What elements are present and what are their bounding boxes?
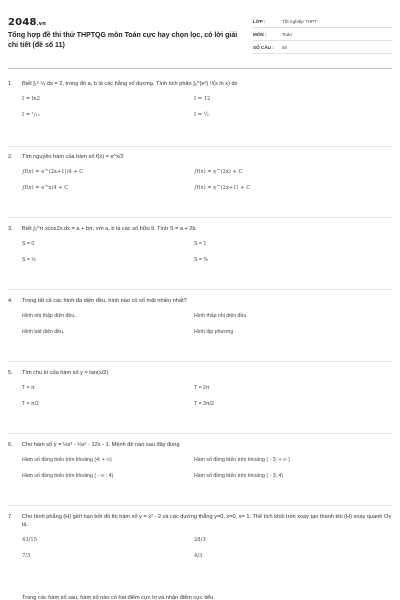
answer-option-d[interactable]: Hàm số đồng biến trên khoảng ( - 3; 4)	[194, 473, 284, 479]
logo-suffix: .vn	[36, 21, 46, 27]
meta-row-subject	[253, 28, 393, 41]
question-text: Biết ∫₁ᵉ ¹/ₓ dx = 2, trong đó a, b là các hằng số dương. Tính tích phân ∫ₑ^{e²} ¹/(x ln x) dx	[22, 81, 238, 87]
answer-option-a[interactable]: S = 0	[22, 241, 35, 247]
answer-option-a[interactable]: I = ln2	[22, 96, 40, 102]
answer-option-c[interactable]: ∫f(x) = e^x/4 + C	[22, 185, 69, 191]
answer-option-b[interactable]: S = 1	[194, 241, 207, 247]
answer-option-a[interactable]: Hàm số đồng biến trên khoảng (4; + ∞)	[22, 457, 112, 463]
question-divider	[8, 361, 392, 362]
question-text: Tìm nguyên hàm của hàm số f(x) = e^x/2	[22, 154, 124, 160]
document-title: Tổng hợp đề thi thử THPTQG môn Toán cực hay chọn lọc, có lời giải chi tiết (đề số 11)	[8, 32, 238, 49]
question-8-partial	[8, 594, 392, 600]
question-text: Trong tất cả các hình đa diện đều, hình nào có số mặt nhiều nhất?	[22, 298, 187, 304]
answer-option-a[interactable]: ∫f(x) = e^(2x+1)/4 + C	[22, 169, 84, 175]
answer-option-c[interactable]: S = ½	[22, 257, 36, 263]
meta-value: 50	[282, 44, 288, 50]
answer-option-b[interactable]: Hàm số đồng biến trên khoảng ( - 3; + ∞ )	[194, 457, 290, 463]
question-number: 5.	[8, 370, 13, 376]
question-5	[8, 369, 392, 408]
answer-option-c[interactable]: Hàm số đồng biến trên khoảng ( - ∞ ; 4)	[22, 473, 114, 479]
answer-option-d[interactable]: I = ½	[194, 112, 209, 118]
answer-option-b[interactable]: I = 12	[194, 96, 211, 102]
question-4	[8, 297, 392, 336]
answer-option-d[interactable]: 4/3	[194, 553, 203, 559]
question-number: 3.	[8, 226, 13, 232]
answer-option-a[interactable]: Hình nhị thập diện đều.	[22, 313, 76, 319]
question-divider	[8, 289, 392, 290]
question-text: Trong các hàm số sau, hàm số nào có hai điểm cực trị và nhận điểm cực tiểu	[22, 595, 214, 600]
meta-value: Tốt nghiệp THPT	[282, 18, 317, 24]
meta-value: Toán	[282, 31, 292, 37]
question-2	[8, 153, 392, 192]
answer-option-a[interactable]: T = π	[22, 385, 35, 391]
question-3	[8, 225, 392, 264]
answer-option-b[interactable]: Hình thập nhị diện đều	[194, 313, 247, 319]
meta-label: MÔN :	[253, 31, 267, 37]
answer-option-a[interactable]: 43/15	[22, 537, 37, 543]
answer-option-c[interactable]: I = ¹/₁₂	[22, 112, 40, 118]
answer-option-d[interactable]: Hình lập phương	[194, 329, 234, 335]
answer-option-d[interactable]: T = 3π/2	[194, 401, 214, 407]
answer-option-c[interactable]: T = π/2	[22, 401, 39, 407]
meta-label: LỚP :	[253, 18, 266, 24]
header-divider	[8, 68, 392, 69]
question-number: 1.	[8, 81, 13, 87]
answer-option-c[interactable]: Hình bát diện đều.	[22, 329, 65, 335]
answer-option-c[interactable]: 7/3	[22, 553, 31, 559]
question-number: 7.	[8, 514, 13, 520]
question-1	[8, 80, 392, 119]
question-number: 2.	[8, 154, 13, 160]
question-number: 6.	[8, 442, 13, 448]
question-text: Tìm chu kì của hàm số y = tan(x/2)	[22, 370, 109, 376]
question-divider	[8, 433, 392, 434]
question-text: Cho hình phẳng (H) giới hạn bởi đồ thị hàm số y = x² - 2 và các đường thẳng y=0, x=0, x= 1. Thể tích khối tròn xoay tạo thành khi (H) xoay quanh Ox là.	[22, 514, 392, 528]
question-7	[8, 513, 392, 560]
logo-text: 2048	[8, 17, 37, 28]
question-divider	[8, 505, 392, 506]
question-text: Biết ∫₀^π xcos2x.dx = a + bπ, với a, b là các số hữu tỉ. Tính S = a + 2b	[22, 226, 196, 232]
question-divider	[8, 146, 392, 147]
answer-option-d[interactable]: ∫f(x) = e^(2x+1) + C	[194, 185, 251, 191]
answer-option-b[interactable]: ∫f(x) = e^(2x) + C	[194, 169, 243, 175]
question-text: Cho hàm số y = ⅓x³ - ⅓x² - 12x - 1. Mệnh đề nào sau đây đúng	[22, 442, 180, 448]
answer-option-b[interactable]: 28/3	[194, 537, 206, 543]
answer-option-d[interactable]: S = ⅜	[194, 257, 208, 263]
question-6	[8, 441, 392, 480]
meta-row-count	[253, 41, 393, 54]
meta-label: SỐ CÂU :	[253, 44, 274, 50]
meta-row-class	[253, 15, 393, 28]
question-number: 4.	[8, 298, 13, 304]
answer-option-b[interactable]: T = 2π	[194, 385, 210, 391]
brand-logo[interactable]	[8, 17, 46, 28]
exam-meta	[253, 15, 393, 54]
question-divider	[8, 217, 392, 218]
